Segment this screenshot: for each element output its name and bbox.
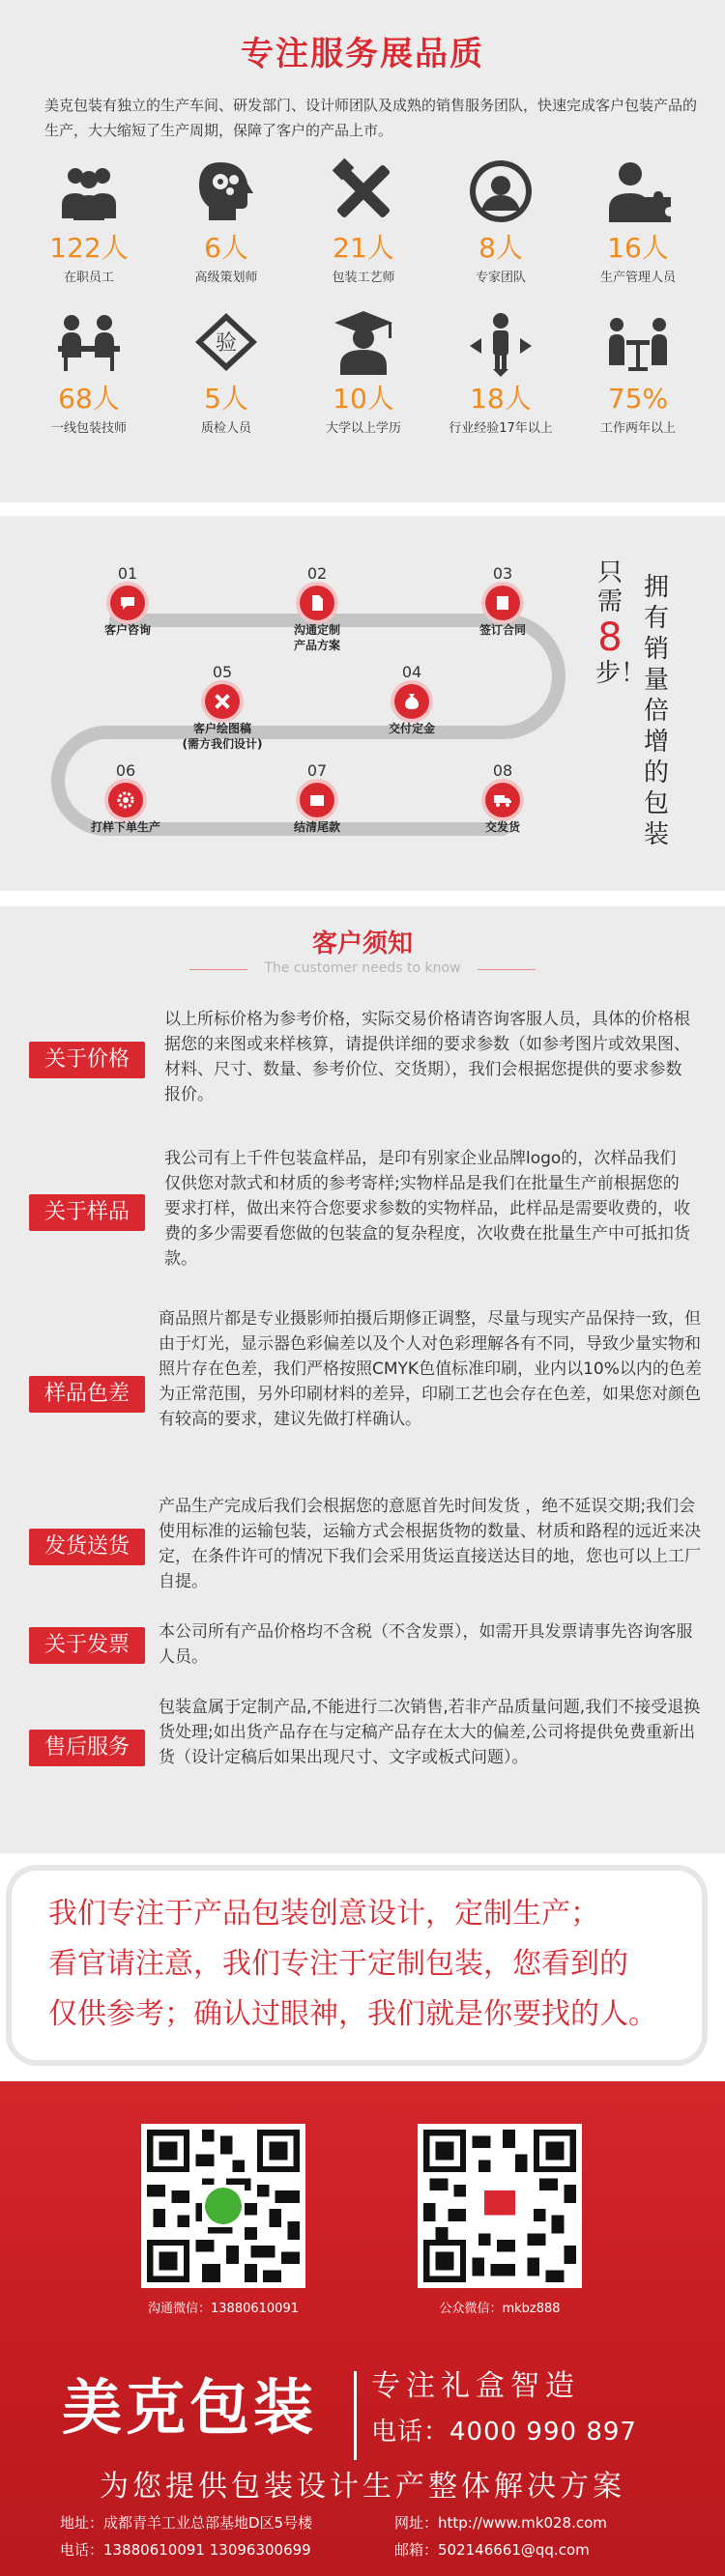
experience-arrows-icon — [464, 305, 537, 379]
stat-planners — [160, 155, 292, 285]
statement-line: 仅供参考；确认过眼神，我们就是你要找的人。 — [48, 1997, 657, 2031]
inspection-badge-icon — [189, 305, 263, 379]
notice-title: 客户须知 — [311, 930, 413, 959]
step-number: 03 — [492, 564, 513, 583]
stat-managers — [572, 155, 704, 285]
step-number: 01 — [117, 564, 138, 583]
process-step — [164, 663, 280, 752]
process-step — [445, 564, 561, 638]
stat-craftsmen — [298, 155, 429, 285]
statement-line: 我们专注于产品包装创意设计，定制生产； — [48, 1897, 599, 1931]
brand-logo: 美克包装 — [62, 2372, 318, 2443]
stat-employees — [23, 155, 155, 285]
stat-value: 122人 — [49, 232, 129, 264]
meeting-icon — [601, 305, 675, 379]
wallet-icon — [300, 783, 334, 817]
stat-value: 5人 — [204, 383, 248, 415]
contract-icon — [485, 586, 520, 620]
design-tools-icon — [205, 684, 240, 719]
people-group-icon — [52, 155, 126, 228]
stat-technicians — [23, 305, 155, 436]
stat-tenure — [572, 305, 704, 436]
brand-phone: 电话：4000 990 897 — [371, 2418, 637, 2447]
notice-tag: 关于价格 — [29, 1042, 145, 1078]
footer-address: 地址：成都青羊工业总部基地D区5号楼 — [60, 2514, 313, 2532]
expert-avatar-icon — [464, 155, 537, 228]
step-number: 07 — [306, 761, 328, 780]
brand-divider — [354, 2371, 357, 2460]
team-section — [0, 0, 725, 502]
process-step — [70, 564, 186, 638]
stat-label: 专家团队 — [475, 271, 526, 285]
notice-tag: 发货送货 — [29, 1529, 145, 1565]
stat-label: 行业经验17年以上 — [449, 421, 553, 436]
step-number: 05 — [212, 663, 233, 681]
money-bag-icon — [394, 684, 429, 719]
step-name: 交付定金 — [388, 722, 435, 735]
step-name: 签订合同 — [478, 623, 526, 637]
slogan-step-count: 8 — [597, 615, 623, 660]
step-name: 交发货 — [484, 820, 520, 834]
notice-tag: 样品色差 — [29, 1376, 145, 1413]
process-step — [354, 663, 470, 736]
stat-value: 6人 — [204, 232, 248, 264]
step-number: 06 — [115, 761, 136, 780]
stat-value: 16人 — [607, 232, 669, 264]
footer-email[interactable]: 邮箱：502146661@qq.com — [394, 2541, 590, 2559]
statement-line: 看官请注意，我们专注于定制包装，您看到的 — [48, 1947, 628, 1981]
stat-label: 工作两年以上 — [599, 421, 676, 436]
inspection-badge-text: 验 — [215, 330, 237, 356]
slogan-bottom: 步！ — [595, 659, 647, 688]
chat-icon — [110, 586, 145, 620]
wechat-qr-caption: 沟通微信：13880610091 — [148, 2302, 299, 2316]
gear-icon — [108, 783, 143, 817]
footer-tagline: 为您提供包装设计生产整体解决方案 — [100, 2470, 625, 2504]
step-number: 08 — [492, 761, 513, 780]
statement-box — [12, 1871, 702, 2060]
stat-value: 18人 — [470, 383, 532, 415]
footer — [0, 2081, 725, 2576]
delivery-truck-icon — [485, 783, 520, 817]
notice-text: 商品照片都是专业摄影师拍摄后期修正调整，尽量与现实产品保持一致，但由于灯光，显示器色彩偏差以及个人对色彩理解各有不同，导致少量实物和照片存在色差，我们严格按照CMYK色值标准印刷，业内以10%以内的色差为正常范围，另外印刷材料的差异，印刷工艺也会存在色差，如果您对颜色有较高的要求，建议先做打样确认。 — [159, 1309, 702, 1429]
stat-value: 68人 — [58, 383, 120, 415]
process-step — [259, 761, 375, 835]
stat-label: 大学以上学历 — [325, 421, 401, 436]
notice-tag: 售后服务 — [29, 1730, 145, 1766]
process-step — [259, 564, 375, 653]
footer-website[interactable]: 网址：http://www.mk028.com — [394, 2514, 607, 2532]
notice-tag: 关于发票 — [29, 1627, 145, 1664]
notice-text: 以上所标价格为参考价格，实际交易价格请咨询客服人员，具体的价格根据您的来图或来样核算，请提供详细的要求参数（如参考图片或效果图、材料、尺寸、数量、参考价位、交货期），我们会根据您提供的要求参数报价。 — [164, 1010, 690, 1104]
wechat-qr-code[interactable] — [141, 2124, 305, 2288]
stat-graduates — [298, 305, 429, 436]
team-intro: 美克包装有独立的生产车间、研发部门、设计师团队及成熟的销售服务团队，快速完成客户包装产品的生产，大大缩短了生产周期，保障了客户的产品上市。 — [44, 97, 698, 139]
process-step — [445, 761, 561, 835]
step-name: 结清尾款 — [293, 820, 340, 834]
process-slogan-left — [595, 558, 647, 688]
stat-value: 10人 — [333, 383, 394, 415]
notice-section — [0, 906, 725, 1853]
tools-cross-icon — [327, 155, 400, 228]
stat-label: 一线包装技师 — [50, 421, 127, 436]
step-number: 02 — [306, 564, 328, 583]
slogan-top: 只需 — [596, 558, 623, 616]
notice-text: 我公司有上千件包装盒样品，是印有别家企业品牌logo的，次样品我们仅供您对款式和材质的参考寄样;实物样品是我们在批量生产前根据您的要求打样，做出来符合您要求参数的实物样品，此样品是需要收费的，收费的多少需要看您做的包装盒的复杂程度，次收费在批量生产中可抵扣货款。 — [164, 1149, 690, 1269]
graduate-icon — [327, 305, 400, 379]
footer-tel: 电话：13880610091 13096300699 — [60, 2541, 311, 2559]
stat-experts — [435, 155, 566, 285]
notice-text: 产品生产完成后我们会根据您的意愿首先时间发货 ，绝不延误交期;我们会使用标准的运输包装，运输方式会根据货物的数量、材质和路程的远近来决定，在条件许可的情况下我们会采用货运直接送达目的地，您也可以上工厂自提。 — [159, 1497, 701, 1591]
stat-experience — [435, 305, 566, 436]
brain-head-icon — [189, 155, 263, 228]
manager-puzzle-icon — [601, 155, 675, 228]
notice-text: 本公司所有产品价格均不含税（不含发票），如需开具发票请事先咨询客服人员。 — [159, 1622, 693, 1667]
step-number: 04 — [401, 663, 422, 681]
technician-desk-icon — [52, 305, 126, 379]
step-name: 沟通定制 产品方案 — [293, 623, 340, 652]
stat-inspectors — [160, 305, 292, 436]
process-step — [68, 761, 184, 835]
stat-label: 质检人员 — [200, 421, 251, 436]
stat-label: 高级策划师 — [194, 271, 258, 285]
notice-subtitle: The customer needs to know — [264, 960, 461, 976]
notice-text: 包装盒属于定制产品,不能进行二次销售,若非产品质量问题,我们不接受退换货处理;如出货产品存在与定稿产品存在太大的偏差,公司将提供免费重新出货（设计定稿后如果出现尺寸、文字或板式问题）。 — [159, 1698, 701, 1767]
stat-value: 21人 — [333, 232, 394, 264]
process-slogan-right: 拥有销量倍增的包装 — [643, 573, 669, 849]
step-name: 打样下单生产 — [90, 820, 160, 834]
stat-value: 8人 — [478, 232, 523, 264]
team-title: 专注服务展品质 — [241, 35, 484, 73]
stat-label: 包装工艺师 — [332, 271, 395, 285]
brand-slogan: 专注礼盒智造 — [371, 2369, 580, 2403]
stat-label: 生产管理人员 — [599, 271, 676, 285]
step-name: 客户咨询 — [103, 623, 151, 637]
process-section — [0, 516, 725, 891]
stat-value: 75% — [607, 383, 669, 415]
stat-label: 在职员工 — [63, 271, 114, 285]
step-name: 客户绘图稿 (需方我们设计) — [182, 722, 263, 751]
official-account-qr-code[interactable] — [418, 2124, 582, 2288]
document-icon — [300, 586, 334, 620]
notice-tag: 关于样品 — [29, 1194, 145, 1231]
official-account-qr-caption: 公众微信：mkbz888 — [439, 2302, 561, 2316]
